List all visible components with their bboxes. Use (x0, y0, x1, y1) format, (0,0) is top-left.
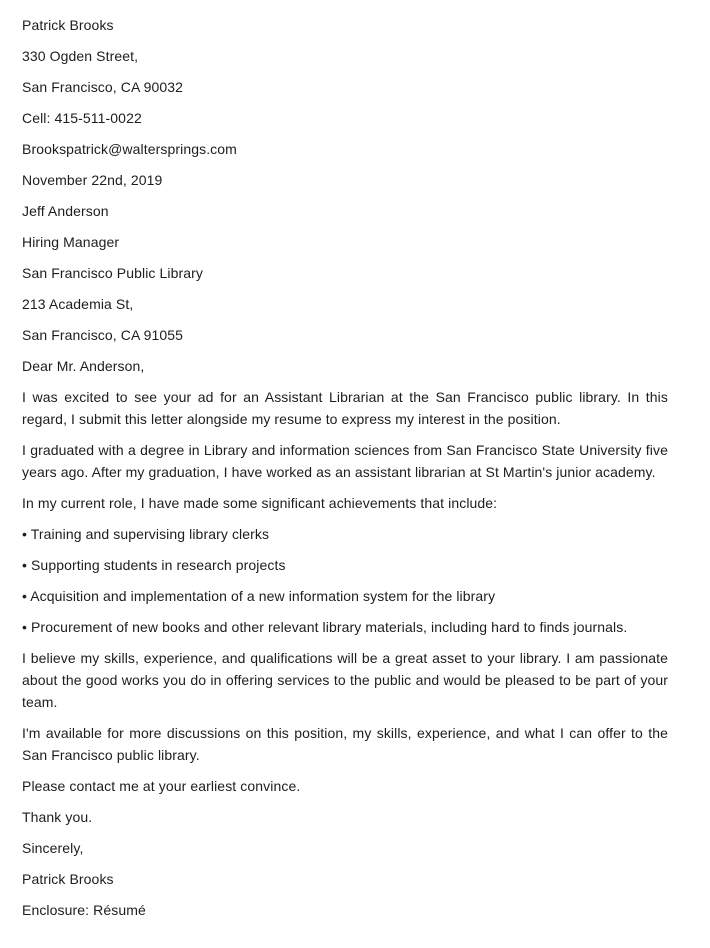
thank-you-line: Thank you. (22, 809, 93, 825)
paragraph-closing-1: I believe my skills, experience, and qualifications will be a great asset to your library. I am passionate about the good works you do in offering services to the public and would be pleased to be part of your team. (22, 650, 668, 710)
bullet-item-4: • Procurement of new books and other relevant library materials, including hard to finds journals. (22, 619, 628, 635)
sender-email: Brookspatrick@waltersprings.com (22, 141, 237, 157)
recipient-city: San Francisco, CA 91055 (22, 327, 184, 343)
paragraph-closing-2: I'm available for more discussions on this position, my skills, experience, and what I can offer to the San Francisco public library. (22, 725, 668, 763)
recipient-street: 213 Academia St, (22, 296, 134, 312)
sender-phone: Cell: 415-511-0022 (22, 110, 142, 126)
recipient-title: Hiring Manager (22, 234, 120, 250)
recipient-name: Jeff Anderson (22, 203, 109, 219)
sender-name: Patrick Brooks (22, 17, 114, 33)
recipient-organization: San Francisco Public Library (22, 265, 203, 281)
salutation: Dear Mr. Anderson, (22, 358, 145, 374)
paragraph-intro-2: I graduated with a degree in Library and information sciences from San Francisco State University five years ago. After my graduation, I have worked as an assistant librarian at St Martin's junior academy. (22, 442, 668, 480)
signoff: Sincerely, (22, 840, 84, 856)
letter-date: November 22nd, 2019 (22, 172, 163, 188)
bullet-item-2: • Supporting students in research projects (22, 557, 286, 573)
enclosure-line: Enclosure: Résumé (22, 902, 146, 918)
bullet-item-1: • Training and supervising library clerks (22, 526, 270, 542)
sender-city: San Francisco, CA 90032 (22, 79, 184, 95)
achievements-lead: In my current role, I have made some significant achievements that include: (22, 495, 498, 511)
paragraph-closing-3: Please contact me at your earliest convince. (22, 778, 301, 794)
signature-name: Patrick Brooks (22, 871, 114, 887)
bullet-item-3: • Acquisition and implementation of a new information system for the library (22, 588, 496, 604)
sender-street: 330 Ogden Street, (22, 48, 139, 64)
paragraph-intro-1: I was excited to see your ad for an Assistant Librarian at the San Francisco public library. In this regard, I submit this letter alongside my resume to express my interest in the position. (22, 389, 668, 427)
